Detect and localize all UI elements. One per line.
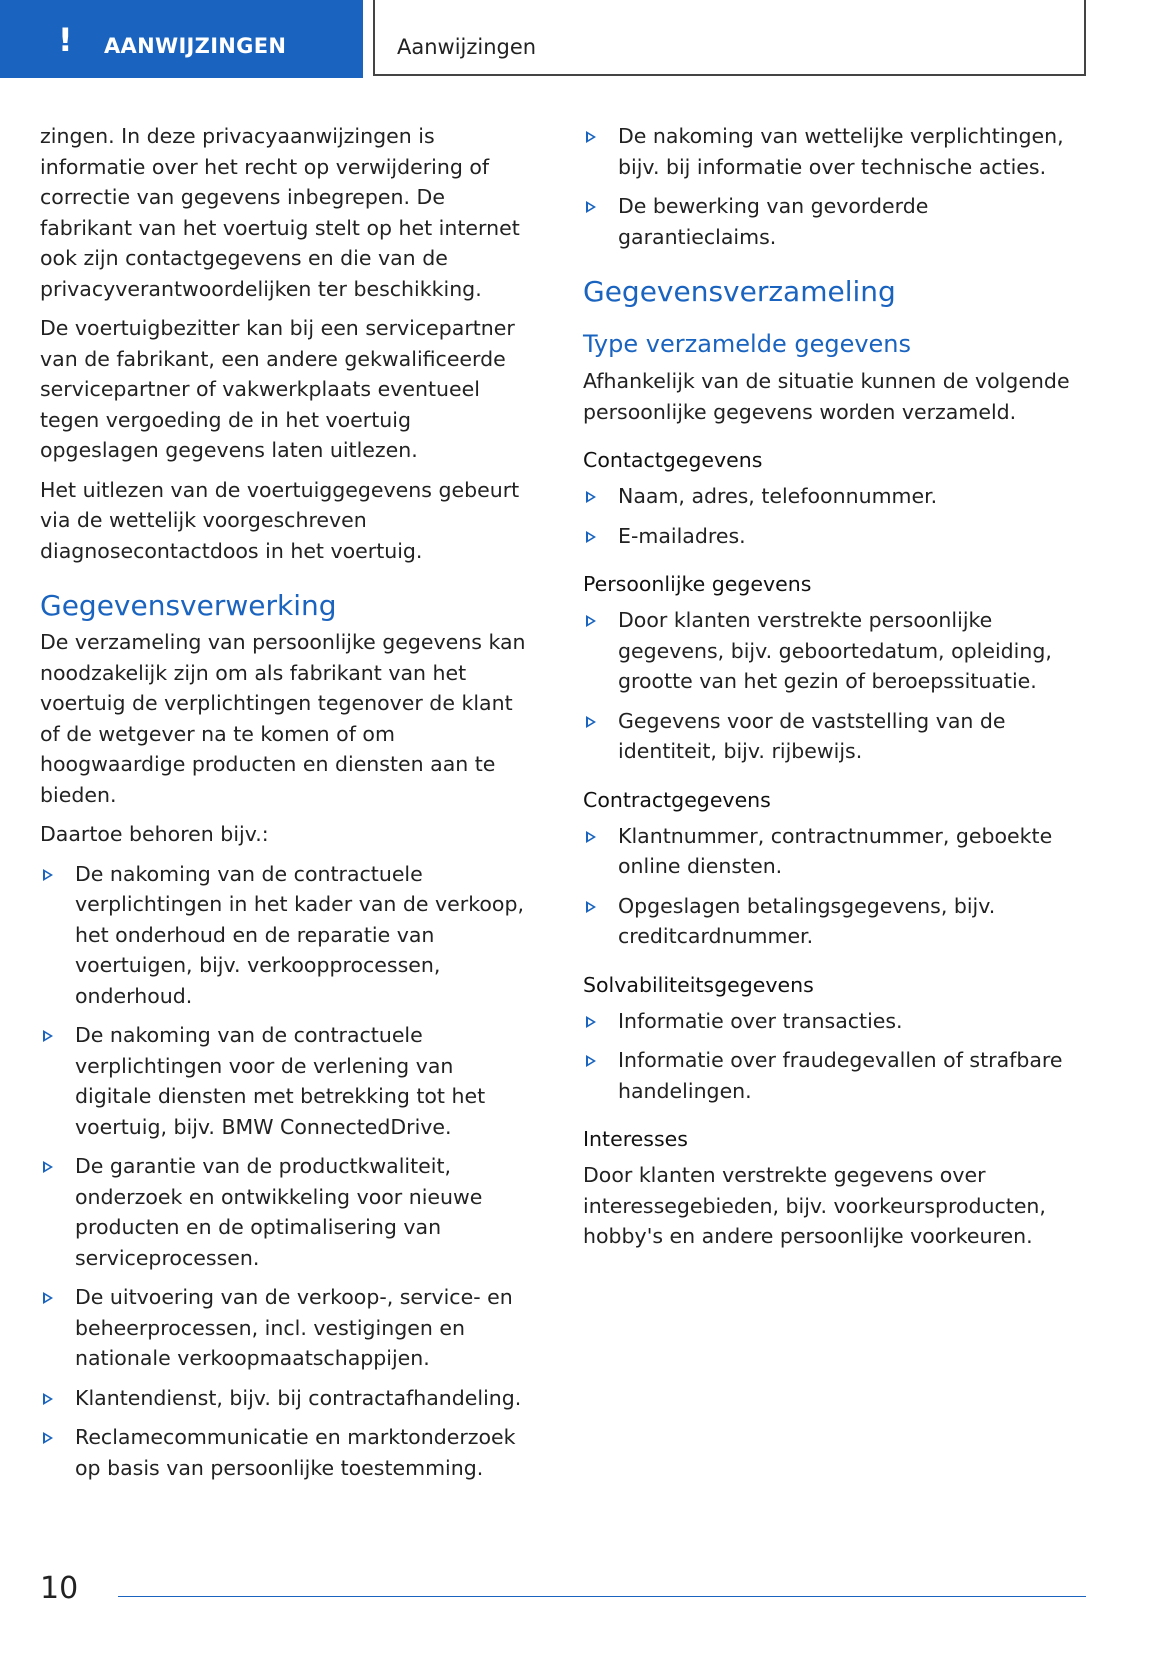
list-item [40, 1422, 530, 1483]
list-item-text: Informatie over transacties. [618, 1008, 903, 1033]
list-item [583, 821, 1073, 882]
list-item [40, 1020, 530, 1142]
triangle-bullet-icon [586, 615, 596, 627]
list-item-text: De nakoming van de contractuele verplichtingen in het kader van de verkoop, het onderhoud en de reparatie van voertuigen, bijv. verkoopprocessen, onderhoud. [75, 861, 524, 1008]
breadcrumb-label: Aanwijzingen [397, 35, 537, 59]
left-column [40, 121, 530, 1492]
triangle-bullet-icon [43, 1393, 53, 1405]
bullet-list [583, 481, 1073, 551]
triangle-bullet-icon [43, 1432, 53, 1444]
list-item-text: Informatie over fraudegevallen of strafbare handelingen. [618, 1048, 1063, 1103]
category-heading-interests: Interesses [583, 1127, 688, 1151]
subsection-heading: Type verzamelde gegevens [583, 330, 912, 358]
triangle-bullet-icon [586, 491, 596, 503]
section-heading: Gegevensverwerking [40, 589, 337, 622]
paragraph: De verzameling van persoonlijke gegevens kan noodzakelijk zijn om als fabrikant van het voertuig de verplichtingen tegenover de klant of de wetgever na te komen of om hoogwaardige producten en diensten aan te bieden. [40, 630, 526, 807]
list-item [583, 121, 1073, 182]
category-heading-contract: Contractgegevens [583, 787, 771, 812]
bullet-list [40, 859, 530, 1484]
chapter-title: AANWIJZINGEN [104, 34, 287, 58]
list-item-text: De uitvoering van de verkoop-, service- en beheerprocessen, incl. vestigingen en nationale verkoopmaatschappijen. [75, 1285, 513, 1370]
list-item [583, 891, 1073, 952]
warning-icon: ! [58, 21, 73, 59]
bullet-list [583, 821, 1073, 952]
paragraph: Afhankelijk van de situatie kunnen de volgende persoonlijke gegevens worden verzameld. [583, 369, 1070, 424]
list-item [40, 1282, 530, 1374]
chapter-tab [0, 0, 363, 78]
list-item [40, 1383, 530, 1414]
triangle-bullet-icon [43, 1292, 53, 1304]
triangle-bullet-icon [586, 831, 596, 843]
list-item [583, 706, 1073, 767]
category-heading-personal: Persoonlijke gegevens [583, 572, 812, 596]
list-item [583, 1045, 1073, 1106]
list-item [583, 481, 1073, 512]
list-item-text: De nakoming van wettelijke verplichtingen, bijv. bij informatie over technische acties. [618, 124, 1064, 179]
right-column [583, 121, 1073, 1261]
bullet-list [583, 121, 1073, 252]
triangle-bullet-icon [586, 1016, 596, 1028]
bullet-list [583, 605, 1073, 767]
list-item [583, 521, 1073, 552]
list-item-text: De bewerking van gevorderde garantieclaims. [618, 194, 929, 249]
list-item-text: E-mailadres. [618, 523, 746, 548]
list-item [583, 1006, 1073, 1037]
list-item-text: Gegevens voor de vaststelling van de identiteit, bijv. rijbewijs. [618, 708, 1006, 763]
paragraph: Door klanten verstrekte gegevens over interessegebieden, bijv. voorkeursproducten, hobby's en andere persoonlijke voorkeuren. [583, 1163, 1046, 1248]
category-heading-contact: Contactgegevens [583, 448, 763, 472]
triangle-bullet-icon [586, 531, 596, 543]
triangle-bullet-icon [586, 1055, 596, 1067]
paragraph: zingen. In deze privacyaanwijzingen is informatie over het recht op verwijdering of correctie van gegevens inbegrepen. De fabrikant van het voertuig stelt op het internet ook zijn contactgegevens en die van de privacyverantwoordelijken ter beschikking. [40, 124, 520, 301]
list-item-text: Door klanten verstrekte persoonlijke gegevens, bijv. geboortedatum, opleiding, grootte van het gezin of beroepssituatie. [618, 608, 1052, 693]
list-item [40, 1151, 530, 1273]
list-item [40, 859, 530, 1012]
list-item-text: Klantnummer, contractnummer, geboekte online diensten. [618, 823, 1053, 878]
list-item-text: Reclamecommunicatie en marktonderzoek op basis van persoonlijke toestemming. [75, 1425, 516, 1480]
triangle-bullet-icon [586, 131, 596, 143]
list-item-text: Klantendienst, bijv. bij contractafhandeling. [75, 1385, 522, 1410]
triangle-bullet-icon [43, 1161, 53, 1173]
category-heading-solvency: Solvabiliteitsgegevens [583, 972, 814, 997]
bullet-list [583, 1006, 1073, 1107]
list-item [583, 605, 1073, 697]
breadcrumb [373, 0, 1086, 76]
footer-divider [118, 1596, 1086, 1597]
paragraph: Daartoe behoren bijv.: [40, 822, 269, 846]
list-item-text: De nakoming van de contractuele verplichtingen voor de verlening van digitale diensten met betrekking tot het voertuig, bijv. BMW ConnectedDrive. [75, 1023, 486, 1139]
paragraph: Het uitlezen van de voertuiggegevens gebeurt via de wettelijk voorgeschreven diagnosecontactdoos in het voertuig. [40, 477, 520, 563]
page-number: 10 [40, 1571, 79, 1606]
triangle-bullet-icon [586, 716, 596, 728]
section-heading: Gegevensverzameling [583, 275, 896, 308]
list-item-text: Opgeslagen betalingsgegevens, bijv. creditcardnummer. [618, 893, 996, 948]
triangle-bullet-icon [586, 901, 596, 913]
paragraph: De voertuigbezitter kan bij een servicepartner van de fabrikant, een andere gekwalificeerde servicepartner of vakwerkplaats eventueel tegen vergoeding de in het voertuig opgeslagen gegevens laten uitlezen. [40, 316, 515, 462]
triangle-bullet-icon [586, 201, 596, 213]
list-item [583, 191, 1073, 252]
triangle-bullet-icon [43, 869, 53, 881]
list-item-text: De garantie van de productkwaliteit, onderzoek en ontwikkeling voor nieuwe producten en de optimalisering van serviceprocessen. [75, 1154, 483, 1270]
list-item-text: Naam, adres, telefoonnummer. [618, 484, 938, 508]
triangle-bullet-icon [43, 1030, 53, 1042]
